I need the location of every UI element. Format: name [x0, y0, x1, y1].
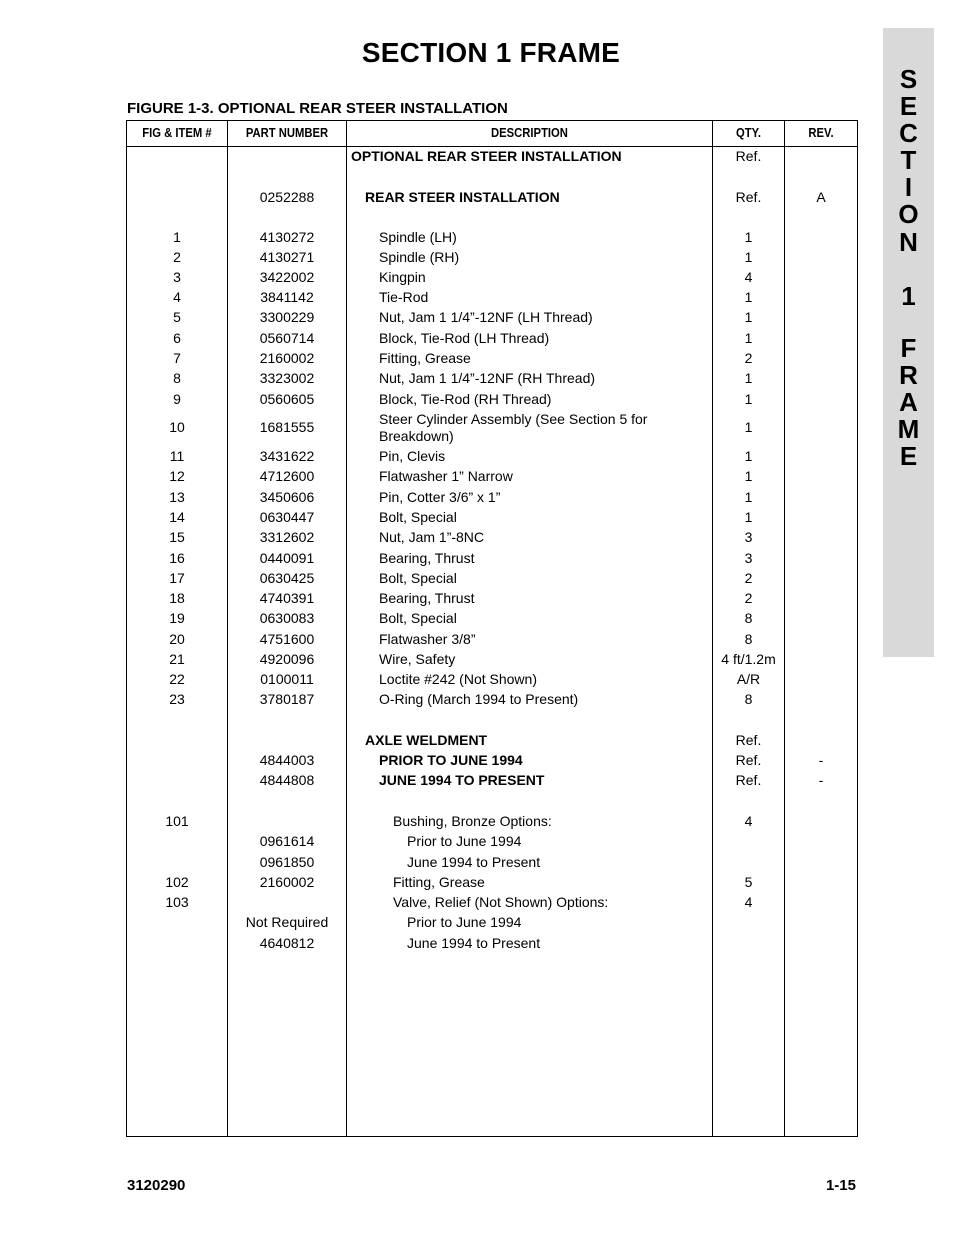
description-cell: Flatwasher 3/8”	[379, 631, 476, 647]
side-tab-letter: I	[904, 172, 913, 202]
part-number-cell: Not Required	[245, 914, 329, 930]
rev-cell: -	[818, 772, 824, 788]
part-number-cell: 0961614	[259, 833, 315, 849]
fig-item-cell: 12	[169, 468, 185, 484]
column-divider	[346, 121, 347, 1136]
side-tab-letter: F	[900, 333, 917, 363]
description-cell-continued: Breakdown)	[379, 428, 454, 444]
fig-item-cell: 103	[165, 894, 189, 910]
section-side-tab	[883, 28, 934, 657]
part-number-cell: 1681555	[259, 419, 315, 435]
description-cell: Spindle (RH)	[379, 249, 460, 265]
part-number-cell: 0961850	[259, 854, 315, 870]
part-number-cell: 4844808	[259, 772, 315, 788]
header-divider	[127, 146, 857, 147]
description-cell: Nut, Jam 1”-8NC	[379, 529, 485, 545]
fig-item-cell: 7	[173, 350, 181, 366]
description-cell: Valve, Relief (Not Shown) Options:	[393, 894, 609, 910]
header-part-number: PART NUMBER	[245, 126, 329, 140]
part-number-cell: 3780187	[259, 691, 315, 707]
qty-cell: 1	[744, 330, 753, 346]
part-number-cell: 0252288	[259, 189, 315, 205]
side-tab-letter: T	[900, 145, 917, 175]
part-number-cell: 3450606	[259, 489, 315, 505]
fig-item-cell: 4	[173, 289, 181, 305]
description-cell: Fitting, Grease	[379, 350, 471, 366]
qty-cell: 2	[744, 590, 753, 606]
description-cell: Wire, Safety	[379, 651, 456, 667]
qty-cell: 1	[744, 391, 753, 407]
fig-item-cell: 101	[165, 813, 189, 829]
part-number-cell: 4751600	[259, 631, 315, 647]
qty-cell: 2	[744, 570, 753, 586]
side-tab-letter: N	[899, 227, 918, 257]
side-tab-letter: O	[898, 199, 919, 229]
side-tab-letter: C	[899, 118, 918, 148]
qty-cell: A/R	[736, 671, 761, 687]
description-cell: REAR STEER INSTALLATION	[365, 189, 560, 205]
qty-cell: 1	[744, 419, 753, 435]
description-cell: June 1994 to Present	[407, 854, 541, 870]
part-number-cell: 0560605	[259, 391, 315, 407]
side-tab-letter: E	[899, 91, 918, 121]
qty-cell: 4	[744, 894, 753, 910]
rev-cell: -	[818, 752, 824, 768]
qty-cell: 8	[744, 631, 753, 647]
part-number-cell: 0560714	[259, 330, 315, 346]
qty-cell: Ref.	[735, 189, 762, 205]
part-number-cell: 0100011	[260, 671, 314, 687]
fig-item-cell: 8	[173, 370, 181, 386]
description-cell: Bearing, Thrust	[379, 550, 475, 566]
part-number-cell: 2160002	[259, 874, 315, 890]
qty-cell: 1	[744, 509, 753, 525]
side-tab-letter: E	[899, 441, 918, 471]
part-number-cell: 4740391	[259, 590, 315, 606]
fig-item-cell: 16	[169, 550, 185, 566]
fig-item-cell: 102	[165, 874, 189, 890]
description-cell: Block, Tie-Rod (RH Thread)	[379, 391, 552, 407]
qty-cell: 1	[744, 289, 753, 305]
description-cell: JUNE 1994 TO PRESENT	[379, 772, 545, 788]
part-number-cell: 0440091	[259, 550, 315, 566]
column-divider	[784, 121, 785, 1136]
header-qty: QTY.	[735, 126, 762, 140]
description-cell: Bushing, Bronze Options:	[393, 813, 552, 829]
qty-cell: 3	[744, 550, 753, 566]
qty-cell: Ref.	[735, 732, 762, 748]
part-number-cell: 3431622	[259, 448, 315, 464]
description-cell: Bolt, Special	[379, 570, 457, 586]
fig-item-cell: 13	[169, 489, 185, 505]
qty-cell: 5	[744, 874, 753, 890]
part-number-cell: 0630083	[259, 610, 315, 626]
qty-cell: 1	[744, 489, 753, 505]
description-cell: Pin, Cotter 3/6” x 1”	[379, 489, 501, 505]
description-cell: Flatwasher 1” Narrow	[379, 468, 513, 484]
side-tab-letter: A	[899, 387, 918, 417]
header-description: DESCRIPTION	[491, 126, 568, 140]
fig-item-cell: 17	[169, 570, 185, 586]
part-number-cell: 4844003	[259, 752, 315, 768]
description-cell: Nut, Jam 1 1/4”-12NF (RH Thread)	[379, 370, 596, 386]
qty-cell: 1	[744, 468, 753, 484]
qty-cell: 1	[744, 309, 753, 325]
description-cell: Steer Cylinder Assembly (See Section 5 for	[379, 411, 648, 427]
footer-document-number: 3120290	[127, 1177, 186, 1194]
part-number-cell: 4640812	[259, 935, 315, 951]
fig-item-cell: 19	[169, 610, 185, 626]
fig-item-cell: 18	[169, 590, 185, 606]
description-cell: OPTIONAL REAR STEER INSTALLATION	[351, 148, 622, 164]
description-cell: Bolt, Special	[379, 509, 457, 525]
description-cell: Nut, Jam 1 1/4”-12NF (LH Thread)	[379, 309, 593, 325]
qty-cell: 3	[744, 529, 753, 545]
fig-item-cell: 5	[173, 309, 181, 325]
rev-cell: A	[816, 189, 826, 205]
parts-table	[126, 120, 858, 1137]
description-cell: PRIOR TO JUNE 1994	[379, 752, 523, 768]
fig-item-cell: 3	[173, 269, 181, 285]
qty-cell: 1	[744, 370, 753, 386]
fig-item-cell: 23	[169, 691, 185, 707]
qty-cell: 1	[744, 249, 753, 265]
part-number-cell: 3422002	[259, 269, 315, 285]
fig-item-cell: 1	[173, 229, 181, 245]
qty-cell: 1	[744, 229, 753, 245]
description-cell: Fitting, Grease	[393, 874, 485, 890]
side-tab-letter: 1	[901, 281, 916, 311]
description-cell: Bolt, Special	[379, 610, 457, 626]
fig-item-cell: 14	[169, 509, 185, 525]
qty-cell: 4 ft/1.2m	[721, 651, 776, 667]
qty-cell: Ref.	[735, 148, 762, 164]
part-number-cell: 3841142	[260, 289, 314, 305]
part-number-cell: 4130271	[259, 249, 315, 265]
part-number-cell: 0630425	[259, 570, 315, 586]
description-cell: O-Ring (March 1994 to Present)	[379, 691, 579, 707]
part-number-cell: 0630447	[259, 509, 315, 525]
description-cell: Loctite #242 (Not Shown)	[379, 671, 537, 687]
description-cell: Prior to June 1994	[407, 833, 522, 849]
fig-item-cell: 21	[169, 651, 185, 667]
part-number-cell: 4712600	[259, 468, 315, 484]
part-number-cell: 3323002	[259, 370, 315, 386]
description-cell: Prior to June 1994	[407, 914, 522, 930]
side-tab-letter: R	[899, 360, 918, 390]
qty-cell: Ref.	[735, 752, 762, 768]
fig-item-cell: 22	[169, 671, 185, 687]
qty-cell: 2	[744, 350, 753, 366]
fig-item-cell: 2	[173, 249, 181, 265]
page-title: SECTION 1 FRAME	[361, 37, 621, 68]
fig-item-cell: 9	[173, 391, 181, 407]
footer-page-number: 1-15	[825, 1177, 856, 1194]
fig-item-cell: 6	[173, 330, 181, 346]
fig-item-cell: 11	[169, 448, 185, 464]
part-number-cell: 3312602	[259, 529, 315, 545]
qty-cell: Ref.	[735, 772, 762, 788]
qty-cell: 1	[744, 448, 753, 464]
qty-cell: 8	[744, 691, 753, 707]
part-number-cell: 3300229	[259, 309, 315, 325]
qty-cell: 4	[744, 269, 753, 285]
part-number-cell: 4130272	[259, 229, 315, 245]
figure-title: FIGURE 1-3. OPTIONAL REAR STEER INSTALLATION	[127, 100, 508, 117]
fig-item-cell: 15	[169, 529, 185, 545]
description-cell: Tie-Rod	[379, 289, 429, 305]
side-tab-letter: M	[897, 414, 920, 444]
description-cell: Kingpin	[379, 269, 426, 285]
header-rev: REV.	[808, 126, 834, 140]
description-cell: AXLE WELDMENT	[365, 732, 488, 748]
description-cell: Bearing, Thrust	[379, 590, 475, 606]
description-cell: June 1994 to Present	[407, 935, 541, 951]
description-cell: Pin, Clevis	[379, 448, 446, 464]
qty-cell: 4	[744, 813, 753, 829]
part-number-cell: 4920096	[259, 651, 315, 667]
qty-cell: 8	[744, 610, 753, 626]
part-number-cell: 2160002	[259, 350, 315, 366]
fig-item-cell: 10	[169, 419, 185, 435]
header-fig-item: FIG & ITEM #	[142, 126, 212, 140]
fig-item-cell: 20	[169, 631, 185, 647]
side-tab-letter: S	[899, 64, 918, 94]
description-cell: Spindle (LH)	[379, 229, 457, 245]
description-cell: Block, Tie-Rod (LH Thread)	[379, 330, 550, 346]
